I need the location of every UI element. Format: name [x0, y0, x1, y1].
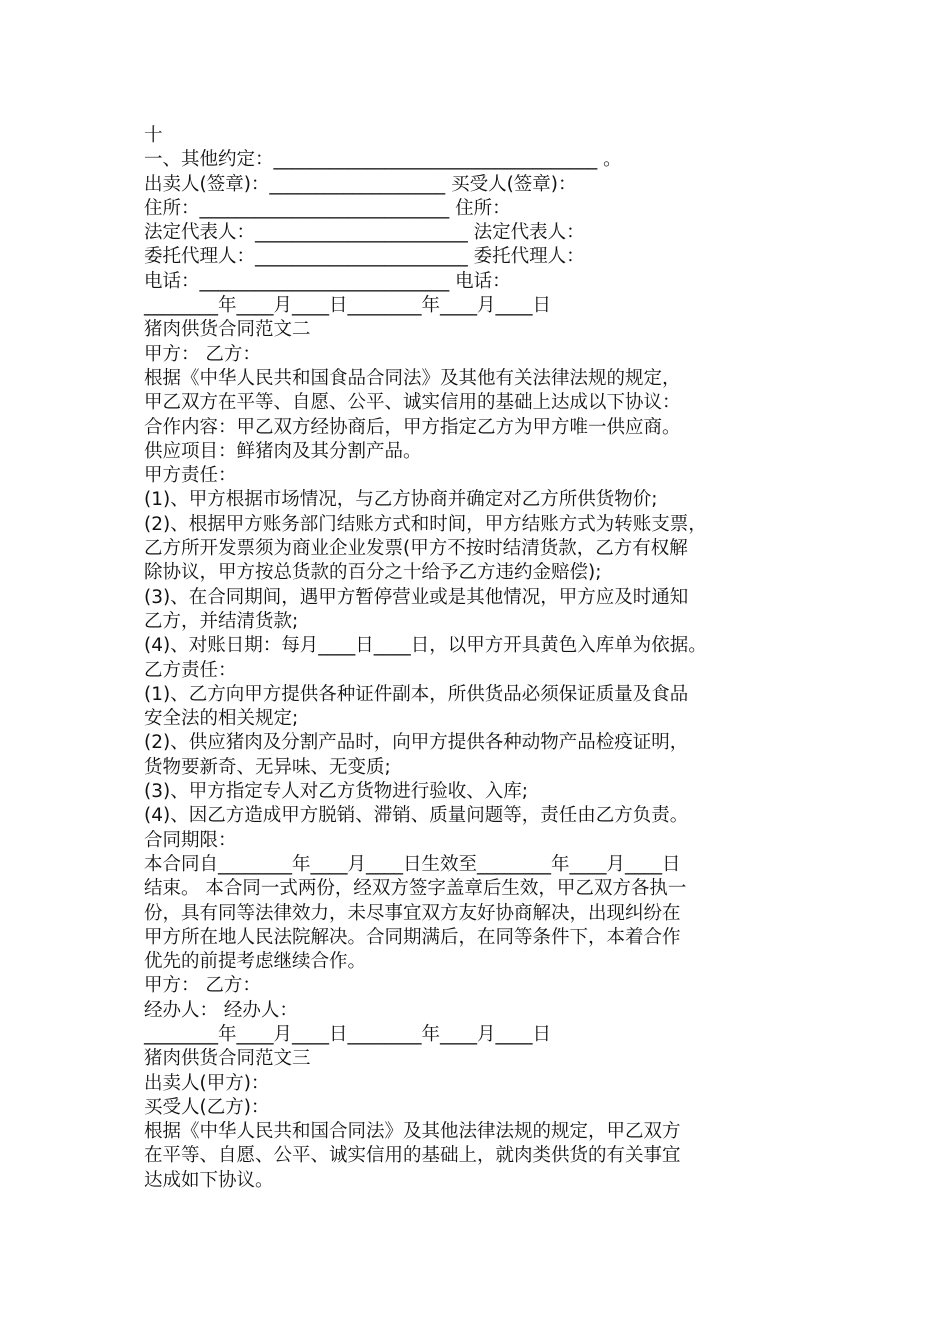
text-line: 十	[144, 125, 163, 146]
text-line: 猪肉供货合同范文二	[144, 319, 311, 341]
text-line: 甲方： 乙方：	[144, 975, 261, 997]
text-line: 合同期限：	[144, 829, 237, 851]
text-line: 电话：___________________________ 电话：	[144, 270, 511, 292]
text-line: ________年____月____日________年____月____日	[144, 1023, 552, 1045]
text-line: 住所：___________________________ 住所：	[144, 197, 511, 219]
text-line: 除协议，甲方按总货款的百分之十给予乙方违约金赔偿);	[144, 562, 602, 584]
text-line: (2)、根据甲方账务部门结账方式和时间，甲方结账方式为转账支票，	[144, 513, 707, 535]
text-line: 供应项目：鲜猪肉及其分割产品。	[144, 440, 422, 462]
text-line: 安全法的相关规定;	[144, 708, 299, 730]
document-body	[144, 124, 814, 1193]
text-line: 本合同自________年____月____日生效至________年____月____日	[144, 853, 681, 875]
text-line: 合作内容：甲乙双方经协商后，甲方指定乙方为甲方唯一供应商。	[144, 416, 681, 438]
text-line: 甲方责任：	[144, 465, 237, 487]
text-line: 甲方： 乙方：	[144, 343, 261, 365]
text-line: (1)、甲方根据市场情况，与乙方协商并确定对乙方所供货物价;	[144, 489, 658, 511]
text-line: 甲方所在地人民法院解决。合同期满后，在同等条件下，本着合作	[144, 926, 681, 948]
text-line: 根据《中华人民共和国合同法》及其他法律法规的规定，甲乙双方	[144, 1121, 681, 1143]
text-line: (3)、甲方指定专人对乙方货物进行验收、入库;	[144, 781, 528, 803]
text-line: 乙方责任：	[144, 659, 237, 681]
text-line: 出卖人(甲方)：	[144, 1072, 270, 1094]
text-line: 乙方，并结清货款;	[144, 610, 299, 632]
text-line: (4)、因乙方造成甲方脱销、滞销、质量问题等，责任由乙方负责。	[144, 805, 689, 827]
text-line: 法定代表人：_______________________ 法定代表人：	[144, 222, 585, 244]
text-line: (2)、供应猪肉及分割产品时，向甲方提供各种动物产品检疫证明，	[144, 732, 689, 754]
text-line: 优先的前提考虑继续合作。	[144, 951, 367, 973]
text-line: 委托代理人：_______________________ 委托代理人：	[144, 246, 585, 268]
text-line: 一、其他约定：___________________________________ 。	[144, 149, 622, 171]
text-line: 经办人： 经办人：	[144, 999, 298, 1021]
text-line: (3)、在合同期间，遇甲方暂停营业或是其他情况，甲方应及时通知	[144, 586, 689, 608]
text-line: (1)、乙方向甲方提供各种证件副本，所供货品必须保证质量及食品	[144, 683, 689, 705]
text-line: 在平等、自愿、公平、诚实信用的基础上，就肉类供货的有关事宜	[144, 1145, 681, 1167]
text-line: 乙方所开发票须为商业企业发票(甲方不按时结清货款，乙方有权解	[144, 538, 688, 560]
text-line: 货物要新奇、无异味、无变质;	[144, 756, 391, 778]
text-line: ________年____月____日________年____月____日	[144, 295, 552, 317]
text-line: 猪肉供货合同范文三	[144, 1048, 311, 1070]
text-line: 出卖人(签章)：___________________ 买受人(签章)：	[144, 173, 577, 195]
text-line: (4)、对账日期：每月____日____日，以甲方开具黄色入库单为依据。	[144, 635, 707, 657]
text-line: 份，具有同等法律效力，未尽事宜双方友好协商解决，出现纠纷在	[144, 902, 681, 924]
text-line: 根据《中华人民共和国食品合同法》及其他有关法律法规的规定，	[144, 367, 681, 389]
text-line: 买受人(乙方)：	[144, 1096, 270, 1118]
text-line: 达成如下协议。	[144, 1169, 274, 1191]
text-line: 结束。 本合同一式两份，经双方签字盖章后生效，甲乙双方各执一	[144, 878, 687, 900]
text-line: 甲乙双方在平等、自愿、公平、诚实信用的基础上达成以下协议：	[144, 392, 681, 414]
